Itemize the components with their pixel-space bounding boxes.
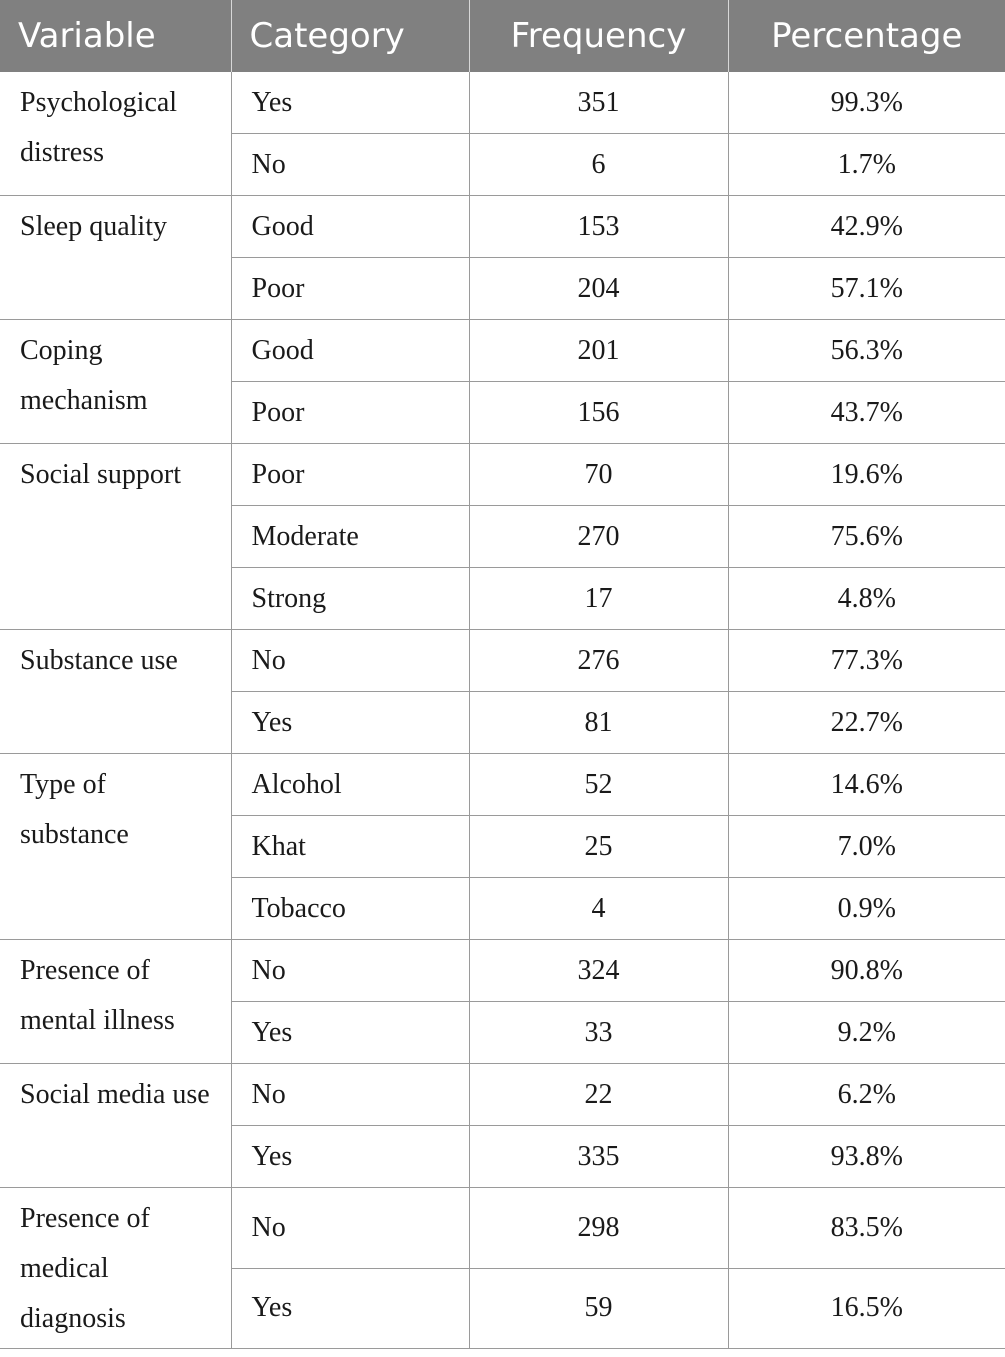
- frequency-cell: 81: [469, 692, 728, 754]
- variable-cell: Psychological distress: [0, 72, 231, 196]
- category-cell: Yes: [231, 72, 469, 134]
- percentage-cell: 77.3%: [728, 630, 1005, 692]
- percentage-cell: 99.3%: [728, 72, 1005, 134]
- percentage-cell: 56.3%: [728, 320, 1005, 382]
- variable-cell: Sleep quality: [0, 196, 231, 320]
- percentage-cell: 6.2%: [728, 1064, 1005, 1126]
- variable-cell: Type of substance: [0, 754, 231, 940]
- category-cell: Yes: [231, 1126, 469, 1188]
- table-row: [0, 1064, 1005, 1126]
- category-cell: Poor: [231, 444, 469, 506]
- table-row: [0, 72, 1005, 134]
- category-cell: Yes: [231, 1002, 469, 1064]
- frequency-cell: 335: [469, 1126, 728, 1188]
- category-cell: Poor: [231, 258, 469, 320]
- percentage-cell: 9.2%: [728, 1002, 1005, 1064]
- category-cell: Moderate: [231, 506, 469, 568]
- frequency-cell: 201: [469, 320, 728, 382]
- category-cell: Strong: [231, 568, 469, 630]
- frequency-cell: 6: [469, 134, 728, 196]
- header-row: [0, 0, 1005, 72]
- frequency-cell: 156: [469, 382, 728, 444]
- header-variable: Variable: [0, 0, 231, 72]
- table-header: [0, 0, 1005, 72]
- category-cell: Yes: [231, 1268, 469, 1349]
- category-cell: Alcohol: [231, 754, 469, 816]
- percentage-cell: 93.8%: [728, 1126, 1005, 1188]
- table-row: [0, 320, 1005, 382]
- percentage-cell: 90.8%: [728, 940, 1005, 1002]
- category-cell: No: [231, 940, 469, 1002]
- percentage-cell: 22.7%: [728, 692, 1005, 754]
- category-cell: No: [231, 134, 469, 196]
- percentage-cell: 1.7%: [728, 134, 1005, 196]
- frequency-cell: 33: [469, 1002, 728, 1064]
- header-frequency: Frequency: [469, 0, 728, 72]
- category-cell: Yes: [231, 692, 469, 754]
- variable-cell: Social media use: [0, 1064, 231, 1188]
- frequency-cell: 270: [469, 506, 728, 568]
- percentage-cell: 19.6%: [728, 444, 1005, 506]
- frequency-cell: 324: [469, 940, 728, 1002]
- percentage-cell: 14.6%: [728, 754, 1005, 816]
- frequency-cell: 298: [469, 1188, 728, 1269]
- category-cell: No: [231, 630, 469, 692]
- table-row: [0, 630, 1005, 692]
- frequency-cell: 22: [469, 1064, 728, 1126]
- frequency-cell: 351: [469, 72, 728, 134]
- percentage-cell: 4.8%: [728, 568, 1005, 630]
- header-category: Category: [231, 0, 469, 72]
- table-row: [0, 754, 1005, 816]
- percentage-cell: 42.9%: [728, 196, 1005, 258]
- table-row: [0, 940, 1005, 1002]
- category-cell: Good: [231, 320, 469, 382]
- percentage-cell: 0.9%: [728, 878, 1005, 940]
- variable-cell: Presence of medical diagnosis: [0, 1188, 231, 1349]
- variable-cell: Social support: [0, 444, 231, 630]
- frequency-cell: 17: [469, 568, 728, 630]
- percentage-cell: 43.7%: [728, 382, 1005, 444]
- frequency-cell: 70: [469, 444, 728, 506]
- category-cell: No: [231, 1064, 469, 1126]
- variable-cell: Presence of mental illness: [0, 940, 231, 1064]
- category-cell: Poor: [231, 382, 469, 444]
- table-body: [0, 72, 1005, 1349]
- frequency-cell: 59: [469, 1268, 728, 1349]
- variable-cell: Substance use: [0, 630, 231, 754]
- frequency-cell: 4: [469, 878, 728, 940]
- table-row: [0, 444, 1005, 506]
- percentage-cell: 83.5%: [728, 1188, 1005, 1269]
- percentage-cell: 7.0%: [728, 816, 1005, 878]
- percentage-cell: 75.6%: [728, 506, 1005, 568]
- category-cell: Tobacco: [231, 878, 469, 940]
- table-row: [0, 196, 1005, 258]
- percentage-cell: 57.1%: [728, 258, 1005, 320]
- table-row: [0, 1188, 1005, 1269]
- frequency-cell: 204: [469, 258, 728, 320]
- category-cell: Good: [231, 196, 469, 258]
- frequency-cell: 25: [469, 816, 728, 878]
- frequency-cell: 153: [469, 196, 728, 258]
- percentage-cell: 16.5%: [728, 1268, 1005, 1349]
- header-percentage: Percentage: [728, 0, 1005, 72]
- frequency-cell: 52: [469, 754, 728, 816]
- category-cell: Khat: [231, 816, 469, 878]
- variable-cell: Coping mechanism: [0, 320, 231, 444]
- frequency-cell: 276: [469, 630, 728, 692]
- category-cell: No: [231, 1188, 469, 1269]
